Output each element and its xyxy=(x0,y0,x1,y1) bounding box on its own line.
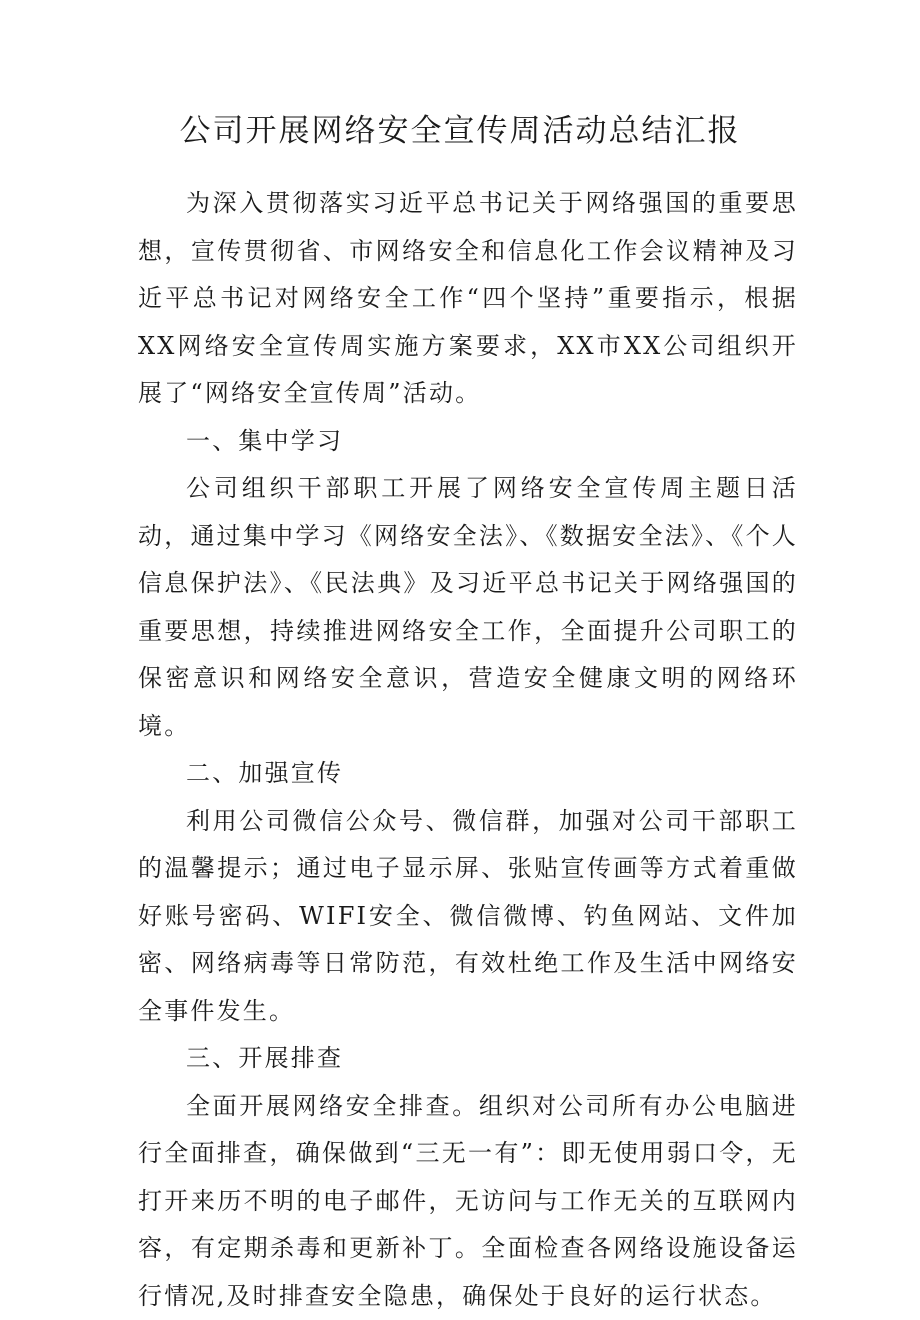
document-body xyxy=(138,180,798,1320)
document-title: 公司开展网络安全宣传周活动总结汇报 xyxy=(0,107,920,155)
intro-paragraph: 为深入贯彻落实习近平总书记关于网络强国的重要思想，宣传贯彻省、市网络安全和信息化工作会议精神及习近平总书记对网络安全工作“四个坚持”重要指示，根据XX网络安全宣传周实施方案要求，XX市XX公司组织开展了“网络安全宣传周”活动。 xyxy=(138,180,798,418)
section-paragraph-2: 利用公司微信公众号、微信群，加强对公司干部职工的温馨提示；通过电子显示屏、张贴宣传画等方式着重做好账号密码、WIFI安全、微信微博、钓鱼网站、文件加密、网络病毒等日常防范，有效杜绝工作及生活中网络安全事件发生。 xyxy=(138,798,798,1036)
section-paragraph-1: 公司组织干部职工开展了网络安全宣传周主题日活动，通过集中学习《网络安全法》、《数据安全法》、《个人信息保护法》、《民法典》及习近平总书记关于网络强国的重要思想，持续推进网络安全工作，全面提升公司职工的保密意识和网络安全意识，营造安全健康文明的网络环境。 xyxy=(138,465,798,750)
section-heading-3: 三、开展排查 xyxy=(138,1035,798,1083)
section-heading-1: 一、集中学习 xyxy=(138,418,798,466)
section-paragraph-3: 全面开展网络安全排查。组织对公司所有办公电脑进行全面排查，确保做到“三无一有”：即无使用弱口令，无打开来历不明的电子邮件，无访问与工作无关的互联网内容，有定期杀毒和更新补丁。全面检查各网络设施设备运行情况,及时排查安全隐患，确保处于良好的运行状态。 xyxy=(138,1083,798,1320)
section-heading-2: 二、加强宣传 xyxy=(138,750,798,798)
